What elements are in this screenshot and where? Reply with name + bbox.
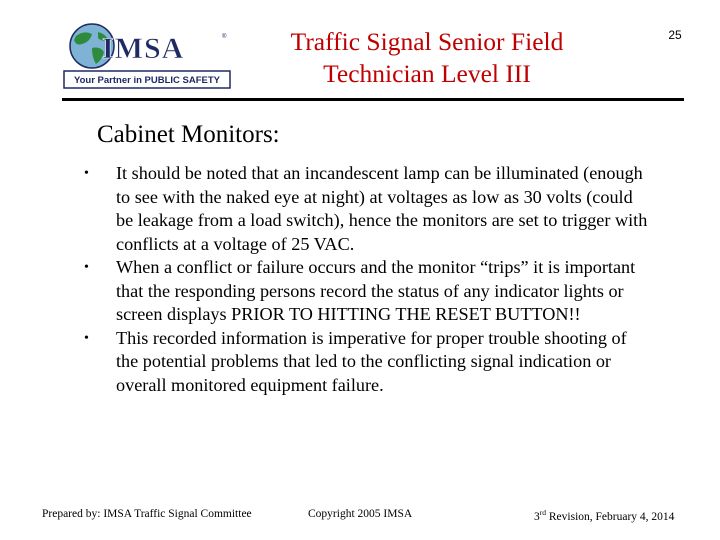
imsa-logo-graphic <box>62 22 234 90</box>
footer-prepared-by: Prepared by: IMSA Traffic Signal Committee <box>42 508 252 520</box>
bullet-marker: • <box>84 260 89 275</box>
revision-ordinal: rd <box>539 508 546 517</box>
bullet-text: It should be noted that an incandescent lamp can be illuminated (enough to see with the naked eye at night) at voltages as low as 30 volts (could be leakage from a load switch), hence the monitors are set to trigger with conflicts at a voltage of 25 VAC. <box>116 163 648 254</box>
imsa-logo <box>62 22 234 90</box>
slide-title: Traffic Signal Senior Field Technician Level III <box>290 27 564 88</box>
footer-revision <box>534 508 674 523</box>
bullet-list <box>82 162 652 397</box>
footer-copyright: Copyright 2005 IMSA <box>308 508 413 520</box>
bullet-marker: • <box>84 330 89 346</box>
page-number: 25 <box>668 28 682 42</box>
logo-tagline: Your Partner in PUBLIC SAFETY <box>73 75 221 86</box>
bullet-item <box>82 327 652 398</box>
bullet-item <box>82 162 652 256</box>
header-divider <box>62 98 684 101</box>
revision-date: Revision, February 4, 2014 <box>546 510 675 523</box>
revision-number: 3 <box>534 510 540 523</box>
section-heading: Cabinet Monitors: <box>97 121 280 148</box>
bullet-item <box>82 256 652 327</box>
bullet-text: This recorded information is imperative for proper trouble shooting of the potential problems that led to the conflicting signal indication or overall monitored equipment failure. <box>116 327 627 395</box>
logo-wordmark: IMSA <box>102 32 185 65</box>
bullet-text: When a conflict or failure occurs and the monitor “trips” it is important that the responding persons record the status of any indicator lights or screen displays PRIOR TO HITTING THE RESET BUTTON!! <box>116 257 636 324</box>
bullet-marker: • <box>84 166 89 181</box>
svg-text:®: ® <box>222 34 227 40</box>
